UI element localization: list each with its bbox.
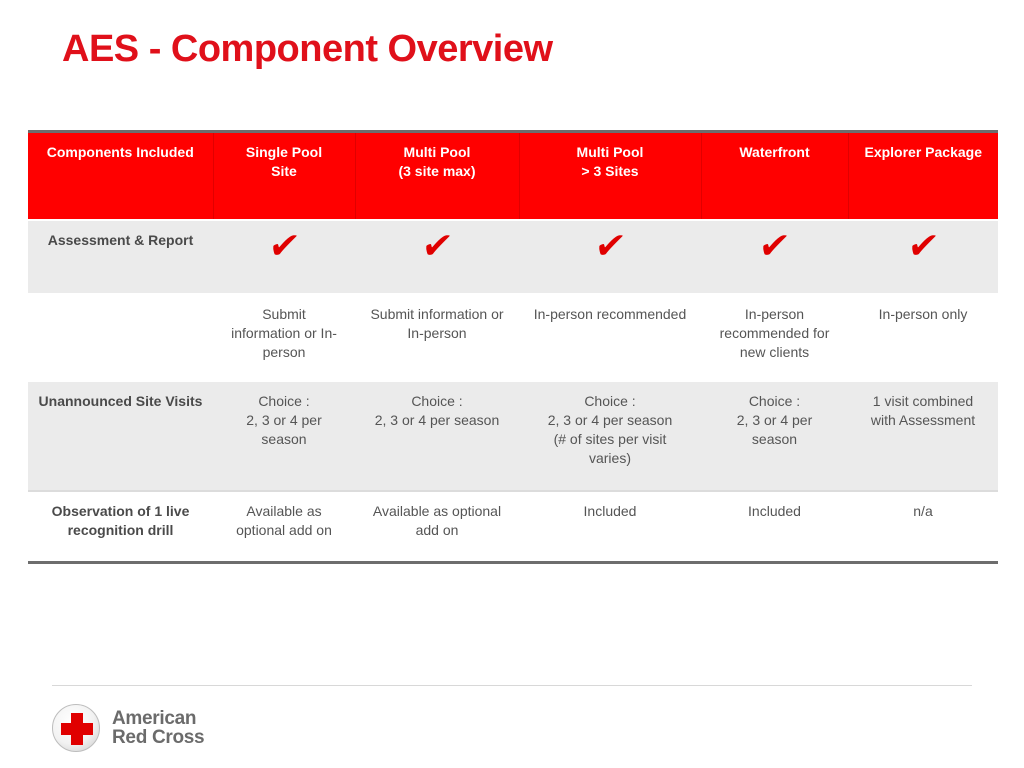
table-cell: Choice : 2, 3 or 4 per season	[213, 381, 355, 491]
table-cell	[213, 220, 355, 294]
logo-line-american: American	[112, 708, 197, 729]
table-cell: Included	[701, 491, 848, 561]
table-cell	[848, 220, 998, 294]
table-row-observation-drill	[28, 491, 998, 561]
table-cell: Submit information or In-person	[355, 294, 519, 381]
table-cell: Available as optional add on	[355, 491, 519, 561]
table-row-assessment-method	[28, 294, 998, 381]
component-overview-table	[28, 130, 998, 564]
header-waterfront: Waterfront	[701, 133, 848, 220]
red-checkmark-icon: ✔	[905, 226, 942, 267]
red-checkmark-icon: ✔	[592, 226, 629, 267]
table-cell: Submit information or In- person	[213, 294, 355, 381]
table-cell: In-person only	[848, 294, 998, 381]
table-cell: Choice : 2, 3 or 4 per season (# of sites per visit varies)	[519, 381, 701, 491]
red-checkmark-icon: ✔	[419, 226, 456, 267]
table-cell: In-person recommended for new clients	[701, 294, 848, 381]
table-cell	[355, 220, 519, 294]
table-row-assessment-report	[28, 220, 998, 294]
table-cell	[701, 220, 848, 294]
logo-line-red-cross: Red Cross	[112, 727, 205, 748]
table-cell: Choice : 2, 3 or 4 per season	[355, 381, 519, 491]
row-label-empty	[28, 294, 213, 381]
table-cell: Included	[519, 491, 701, 561]
header-explorer-package: Explorer Package	[848, 133, 998, 220]
table-cell	[519, 220, 701, 294]
row-label-unannounced-site-visits: Unannounced Site Visits	[28, 381, 213, 491]
table-cell: n/a	[848, 491, 998, 561]
row-label-assessment-report: Assessment & Report	[28, 220, 213, 294]
footer-divider	[52, 685, 972, 686]
red-cross-icon	[52, 704, 100, 752]
header-multi-pool-more-than-3-sites: Multi Pool > 3 Sites	[519, 133, 701, 220]
table-cell: In-person recommended	[519, 294, 701, 381]
table-cell: Choice : 2, 3 or 4 per season	[701, 381, 848, 491]
header-components-included: Components Included	[28, 133, 213, 220]
table-cell: Available as optional add on	[213, 491, 355, 561]
header-single-pool-site: Single Pool Site	[213, 133, 355, 220]
header-multi-pool-3-site-max: Multi Pool (3 site max)	[355, 133, 519, 220]
table-header-row	[28, 133, 998, 220]
page-title: AES - Component Overview	[62, 28, 553, 70]
table-cell: 1 visit combined with Assessment	[848, 381, 998, 491]
table-row-unannounced-site-visits	[28, 381, 998, 491]
red-checkmark-icon: ✔	[756, 226, 793, 267]
red-checkmark-icon: ✔	[266, 226, 303, 267]
row-label-observation-drill: Observation of 1 live recognition drill	[28, 491, 213, 561]
logo-wordmark	[112, 709, 204, 747]
american-red-cross-logo	[52, 704, 204, 752]
